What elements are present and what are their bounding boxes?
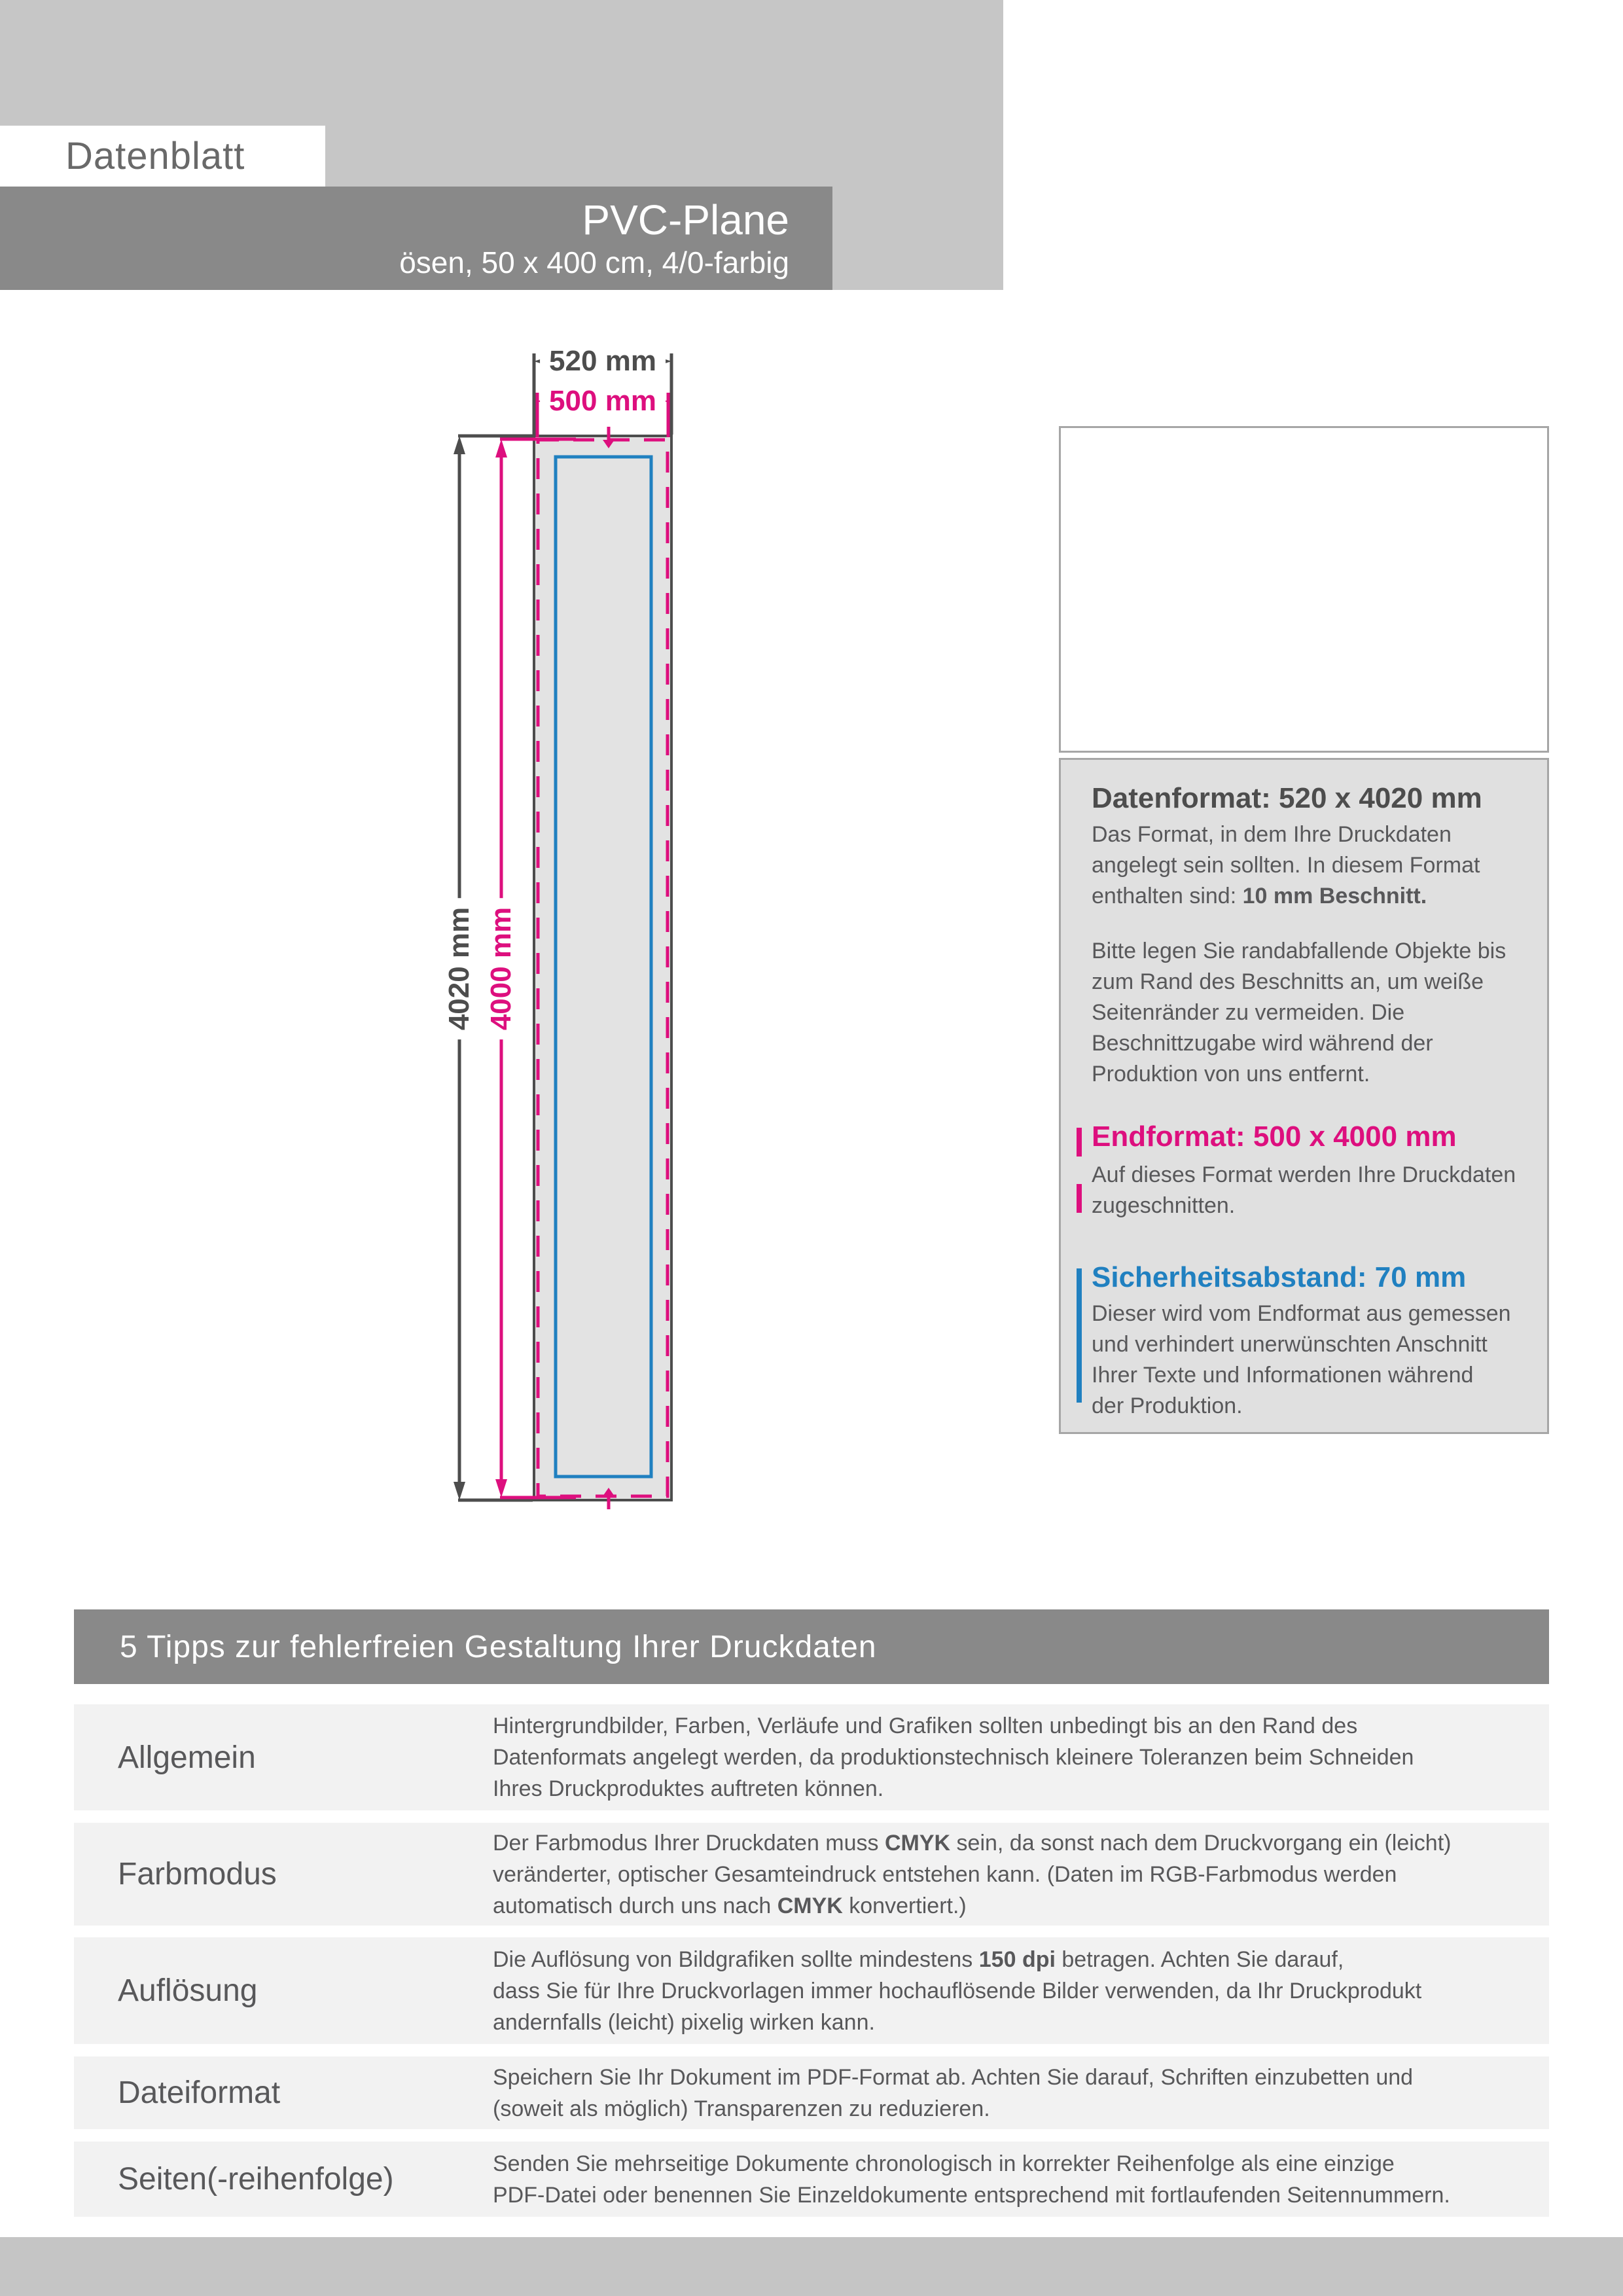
tip-label: Auflösung: [118, 1973, 258, 2008]
datenformat-body2: Bitte legen Sie randabfallende Objekte bis zum Rand des Beschnitts an, um weiße Seitenränder zu vermeiden. Die Beschnittzugabe wird während der Produktion von uns entfernt.: [1092, 939, 1507, 1086]
datenformat-title: Datenformat: 520 x 4020 mm: [1092, 782, 1482, 814]
endformat-body: Auf dieses Format werden Ihre Druckdaten zugeschnitten.: [1092, 1162, 1516, 1218]
product-subtitle: ösen, 50 x 400 cm, 4/0-farbig: [399, 245, 789, 279]
tips-header-bar: [74, 1609, 1549, 1684]
endformat-title: Endformat: 500 x 4000 mm: [1092, 1121, 1457, 1153]
banner-diagram: [534, 427, 671, 1509]
tip-label: Dateiformat: [118, 2075, 281, 2110]
tip-row-aufloesung: [74, 1937, 1549, 2044]
tip-row-seitenreihenfolge: [74, 2142, 1549, 2217]
sicherheitsabstand-body: Dieser wird vom Endformat aus gemessen und verhindert unerwünschten Anschnitt Ihrer Texte und Informationen während der Produktion.: [1092, 1301, 1511, 1418]
tip-text: Speichern Sie Ihr Dokument im PDF-Format ab. Achten Sie darauf, Schriften einzubetten und (soweit als möglich) Transparenzen zu reduzieren.: [493, 2064, 1414, 2121]
tip-row-dateiformat: [74, 2056, 1549, 2129]
sicherheitsabstand-title: Sicherheitsabstand: 70 mm: [1092, 1261, 1467, 1293]
tip-label: Seiten(-reihenfolge): [118, 2162, 394, 2197]
tips-header: 5 Tipps zur fehlerfreien Gestaltung Ihrer Druckdaten: [120, 1629, 877, 1664]
product-name: PVC-Plane: [582, 196, 789, 243]
tip-text: Hintergrundbilder, Farben, Verläufe und Grafiken sollten unbedingt bis an den Rand des Datenformats angelegt werden, da produktionstechnisch kleinere Toleranzen beim Schneiden Ihres Druckproduktes auftreten können.: [493, 1713, 1414, 1801]
doc-title: Datenblatt: [65, 135, 245, 177]
tip-row-farbmodus: [74, 1823, 1549, 1926]
zoom-inset-box: [1059, 426, 1549, 753]
footer-band: [0, 2237, 1623, 2296]
dim-label-520: 520 mm: [540, 344, 666, 379]
tip-text: Der Farbmodus Ihrer Druckdaten muss CMYK sein, da sonst nach dem Druckvorgang ein (leicht) veränderter, optischer Gesamteindruck entstehen kann. (Daten im RGB-Farbmodus werden automatisch durch uns nach CMYK konvertiert.): [493, 1830, 1452, 1918]
dim-label-4020: 4020 mm: [442, 898, 477, 1039]
tip-label: Allgemein: [118, 1740, 256, 1775]
tip-label: Farbmodus: [118, 1857, 277, 1892]
tip-text: Die Auflösung von Bildgrafiken sollte mindestens 150 dpi betragen. Achten Sie darauf, dass Sie für Ihre Druckvorlagen immer hochauflösende Bilder verwenden, da Ihr Druckprodukt andernfalls (leicht) pixelig wirken kann.: [493, 1946, 1422, 2035]
dim-label-500: 500 mm: [540, 384, 666, 419]
endformat-marker-bar: [1077, 1128, 1082, 1215]
dim-label-4000: 4000 mm: [484, 898, 519, 1039]
tip-row-allgemein: [74, 1704, 1549, 1810]
datenformat-body1: Das Format, in dem Ihre Druckdaten angelegt sein sollten. In diesem Format enthalten sind: 10 mm Beschnitt.: [1092, 822, 1480, 908]
safety-marker-bar: [1077, 1268, 1082, 1403]
tip-text: Senden Sie mehrseitige Dokumente chronologisch in korrekter Reihenfolge als eine einzige PDF-Datei oder benennen Sie Einzeldokumente entsprechend mit fortlaufenden Seitennummern.: [493, 2151, 1450, 2208]
